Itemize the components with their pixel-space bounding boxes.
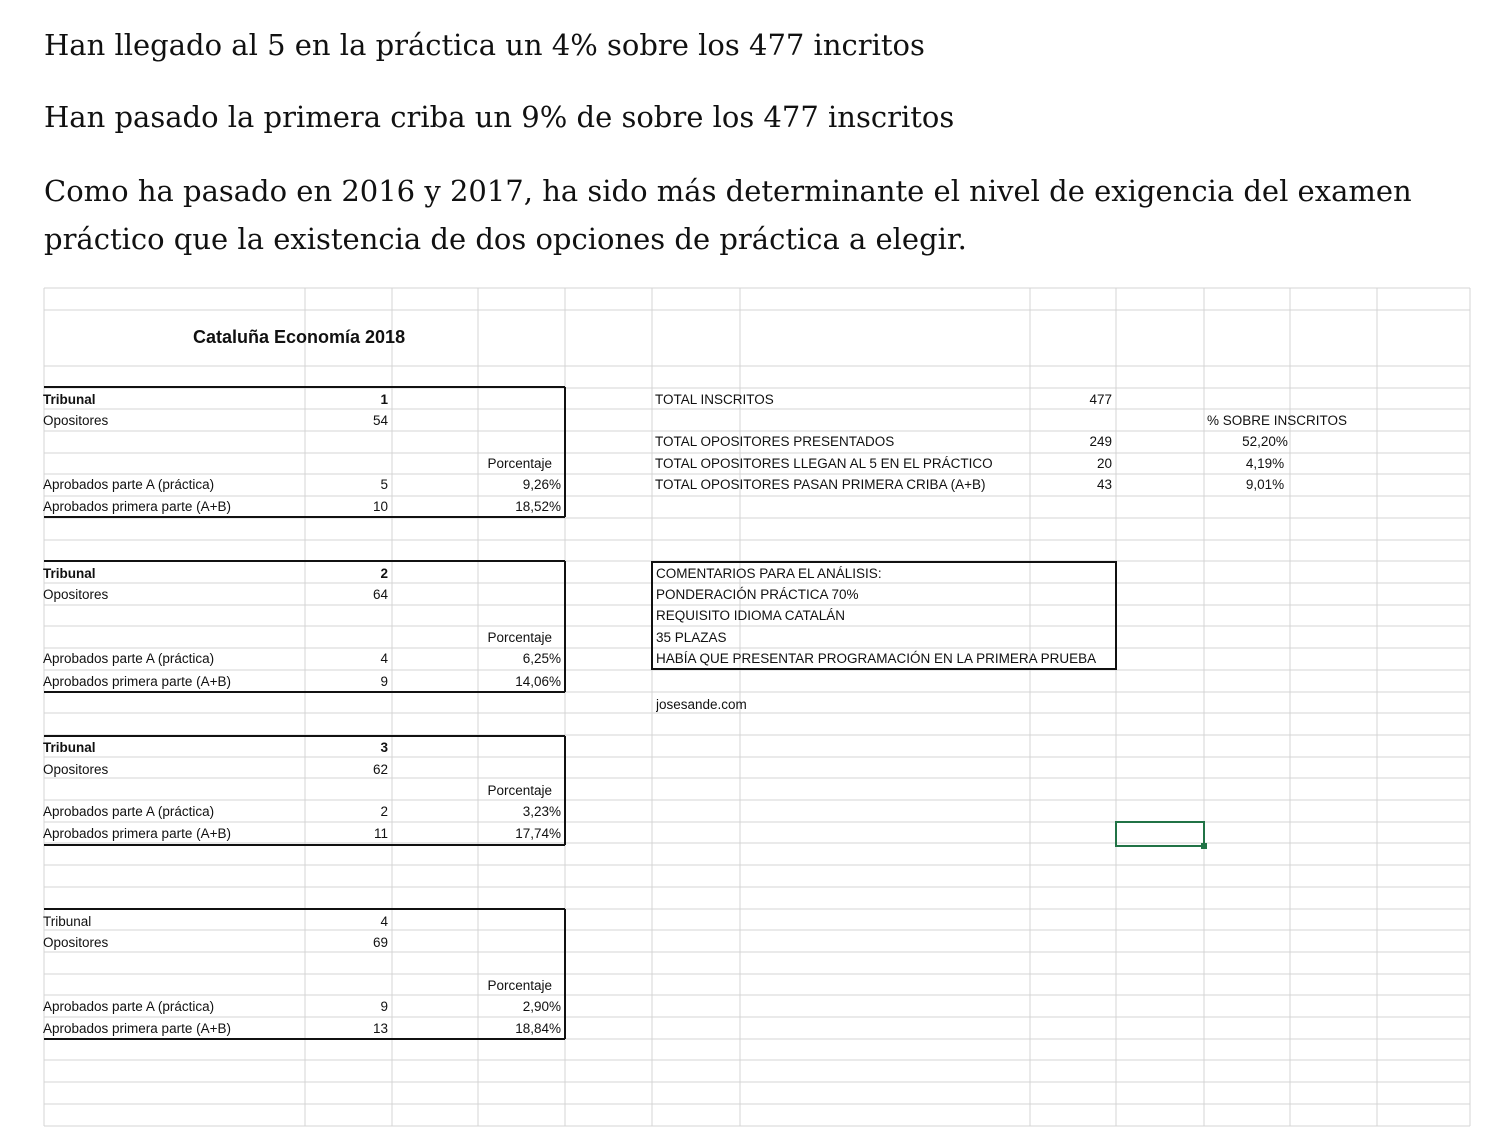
aprobados-a-label[interactable]: Aprobados parte A (práctica) xyxy=(43,477,215,492)
comment-line[interactable]: 35 PLAZAS xyxy=(656,630,727,645)
total-primera-criba-label[interactable]: TOTAL OPOSITORES PASAN PRIMERA CRIBA (A+B) xyxy=(655,477,986,492)
fill-handle[interactable] xyxy=(1201,843,1207,849)
aprobados-a-value[interactable]: 5 xyxy=(380,477,388,492)
tribunal-label[interactable]: Tribunal xyxy=(43,392,96,407)
comment-line[interactable]: PONDERACIÓN PRÁCTICA 70% xyxy=(656,587,859,602)
aprobados-ab-pct[interactable]: 18,52% xyxy=(515,499,561,514)
opositores-label[interactable]: Opositores xyxy=(43,762,109,777)
total-llegan-5-pct[interactable]: 4,19% xyxy=(1245,456,1285,471)
aprobados-a-label[interactable]: Aprobados parte A (práctica) xyxy=(43,804,215,819)
selected-cell xyxy=(1116,822,1204,846)
aprobados-a-pct[interactable]: 6,25% xyxy=(522,651,561,666)
aprobados-ab-pct[interactable]: 17,74% xyxy=(515,826,561,841)
sheet-title: Cataluña Economía 2018 xyxy=(193,327,406,347)
tribunal-number[interactable]: 1 xyxy=(380,392,388,407)
opositores-value[interactable]: 69 xyxy=(372,935,388,950)
porcentaje-label[interactable]: Porcentaje xyxy=(487,783,552,798)
opositores-label[interactable]: Opositores xyxy=(43,413,109,428)
aprobados-a-pct[interactable]: 9,26% xyxy=(522,477,561,492)
paragraph-2: Han pasado la primera criba un 9% de sobre los 477 inscritos xyxy=(44,100,955,134)
aprobados-ab-label[interactable]: Aprobados primera parte (A+B) xyxy=(43,499,231,514)
website-cell[interactable]: josesande.com xyxy=(656,697,747,712)
aprobados-ab-label[interactable]: Aprobados primera parte (A+B) xyxy=(43,674,231,689)
tribunal-number[interactable]: 2 xyxy=(380,566,388,581)
aprobados-a-pct[interactable]: 2,90% xyxy=(522,999,561,1014)
aprobados-a-label[interactable]: Aprobados parte A (práctica) xyxy=(43,651,215,666)
porcentaje-label[interactable]: Porcentaje xyxy=(487,456,552,471)
tribunal-label[interactable]: Tribunal xyxy=(43,914,92,929)
total-presentados-pct[interactable]: 52,20% xyxy=(1242,434,1288,449)
total-presentados-label[interactable]: TOTAL OPOSITORES PRESENTADOS xyxy=(655,434,895,449)
aprobados-ab-label[interactable]: Aprobados primera parte (A+B) xyxy=(43,1021,231,1036)
total-primera-criba-pct[interactable]: 9,01% xyxy=(1245,477,1285,492)
total-inscritos-value[interactable]: 477 xyxy=(1089,392,1112,407)
total-inscritos-label[interactable]: TOTAL INSCRITOS xyxy=(655,392,774,407)
comment-line[interactable]: REQUISITO IDIOMA CATALÁN xyxy=(656,608,846,623)
aprobados-ab-label[interactable]: Aprobados primera parte (A+B) xyxy=(43,826,231,841)
total-primera-criba-value[interactable]: 43 xyxy=(1096,477,1112,492)
aprobados-a-value[interactable]: 9 xyxy=(380,999,388,1014)
tribunal-number[interactable]: 4 xyxy=(380,914,388,929)
opositores-value[interactable]: 62 xyxy=(372,762,388,777)
comment-line[interactable]: HABÍA QUE PRESENTAR PROGRAMACIÓN EN LA PRIMERA PRUEBA xyxy=(656,651,1097,666)
aprobados-ab-pct[interactable]: 18,84% xyxy=(515,1021,561,1036)
aprobados-a-value[interactable]: 2 xyxy=(380,804,388,819)
opositores-value[interactable]: 64 xyxy=(372,587,388,602)
aprobados-a-pct[interactable]: 3,23% xyxy=(522,804,561,819)
aprobados-ab-value[interactable]: 9 xyxy=(380,674,388,689)
tribunal-label[interactable]: Tribunal xyxy=(43,566,96,581)
aprobados-a-value[interactable]: 4 xyxy=(380,651,388,666)
opositores-label[interactable]: Opositores xyxy=(43,935,109,950)
aprobados-ab-value[interactable]: 13 xyxy=(372,1021,388,1036)
total-llegan-5-label[interactable]: TOTAL OPOSITORES LLEGAN AL 5 EN EL PRÁCTICO xyxy=(655,456,993,471)
opositores-label[interactable]: Opositores xyxy=(43,587,109,602)
comment-line[interactable]: COMENTARIOS PARA EL ANÁLISIS: xyxy=(656,566,882,581)
aprobados-ab-value[interactable]: 11 xyxy=(373,826,388,841)
pct-sobre-inscritos-header[interactable]: % SOBRE INSCRITOS xyxy=(1207,413,1348,428)
paragraph-3-line-1: Como ha pasado en 2016 y 2017, ha sido más determinante el nivel de exigencia del examen xyxy=(44,174,1412,208)
aprobados-ab-value[interactable]: 10 xyxy=(372,499,388,514)
total-llegan-5-value[interactable]: 20 xyxy=(1096,456,1112,471)
tribunal-number[interactable]: 3 xyxy=(380,740,388,755)
aprobados-ab-pct[interactable]: 14,06% xyxy=(515,674,561,689)
paragraph-3-line-2: práctico que la existencia de dos opciones de práctica a elegir. xyxy=(44,222,967,256)
porcentaje-label[interactable]: Porcentaje xyxy=(487,630,552,645)
aprobados-a-label[interactable]: Aprobados parte A (práctica) xyxy=(43,999,215,1014)
opositores-value[interactable]: 54 xyxy=(372,413,388,428)
total-presentados-value[interactable]: 249 xyxy=(1089,434,1112,449)
paragraph-1: Han llegado al 5 en la práctica un 4% sobre los 477 incritos xyxy=(44,28,925,62)
tribunal-label[interactable]: Tribunal xyxy=(43,740,96,755)
porcentaje-label[interactable]: Porcentaje xyxy=(487,978,552,993)
